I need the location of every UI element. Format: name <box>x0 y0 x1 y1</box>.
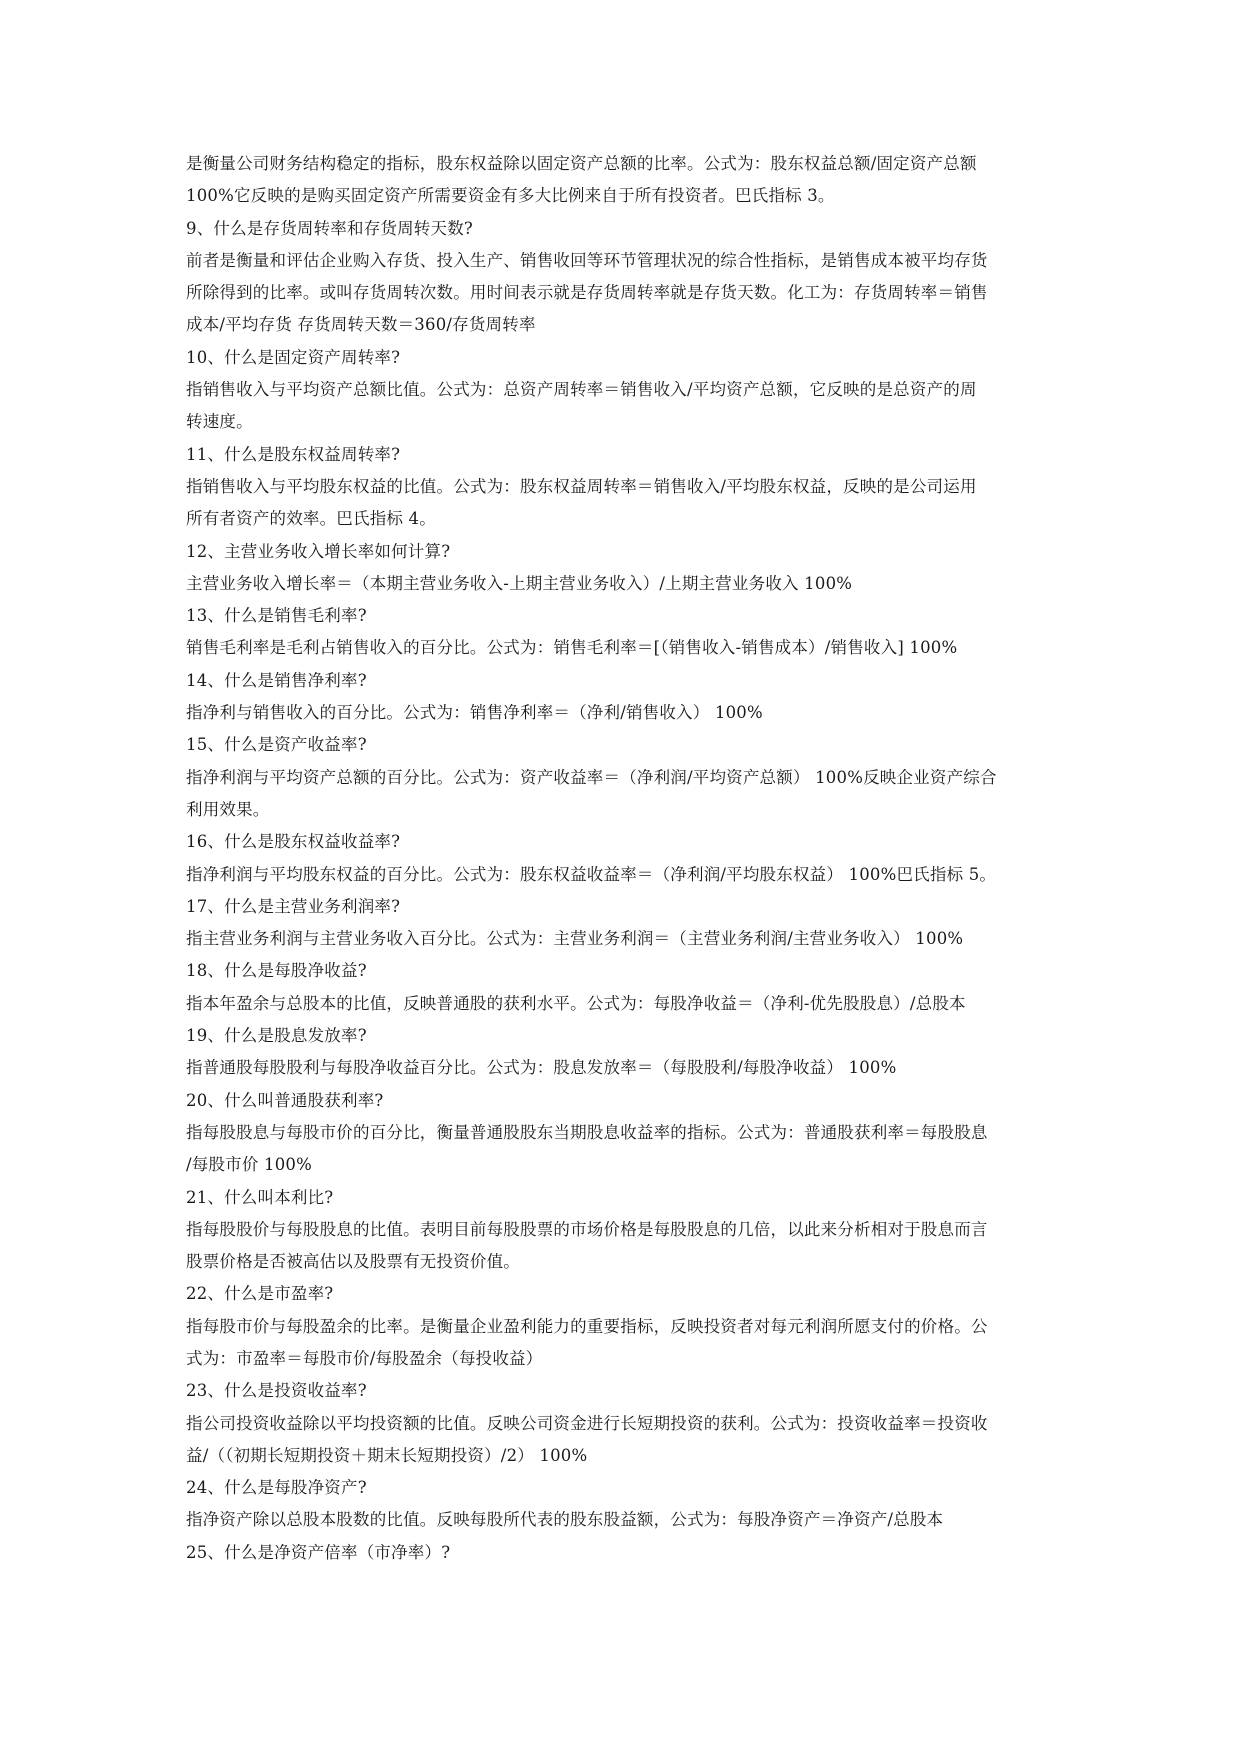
paragraph-line: 指净利与销售收入的百分比。公式为：销售净利率＝（净利/销售收入） 100% <box>186 703 763 723</box>
paragraph-line: 成本/平均存货 存货周转天数＝360/存货周转率 <box>186 315 536 335</box>
paragraph-line: 销售毛利率是毛利占销售收入的百分比。公式为：销售毛利率＝[（销售收入-销售成本）/销售收入] 100% <box>186 638 958 658</box>
paragraph-line: 股票价格是否被高估以及股票有无投资价值。 <box>186 1252 520 1272</box>
paragraph-line: 指净资产除以总股本股数的比值。反映每股所代表的股东股益额，公式为：每股净资产＝净资产/总股本 <box>186 1510 944 1530</box>
question-heading: 23、什么是投资收益率? <box>186 1381 367 1401</box>
paragraph-line: 指普通股每股股利与每股净收益百分比。公式为：股息发放率＝（每股股利/每股净收益） 100% <box>186 1058 897 1078</box>
question-heading: 19、什么是股息发放率? <box>186 1026 367 1046</box>
question-heading: 10、什么是固定资产周转率? <box>186 347 401 367</box>
question-heading: 9、什么是存货周转率和存货周转天数? <box>186 218 473 238</box>
question-heading: 11、什么是股东权益周转率? <box>186 444 401 464</box>
paragraph-line: 指销售收入与平均股东权益的比值。公式为：股东权益周转率＝销售收入/平均股东权益，反映的是公司运用 <box>186 476 977 496</box>
question-heading: 16、什么是股东权益收益率? <box>186 832 401 852</box>
paragraph-line: 利用效果。 <box>186 799 270 819</box>
question-heading: 14、什么是销售净利率? <box>186 670 367 690</box>
paragraph-line: 指公司投资收益除以平均投资额的比值。反映公司资金进行长短期投资的获利。公式为：投资收益率＝投资收 <box>186 1413 988 1433</box>
paragraph-line: 指销售收入与平均资产总额比值。公式为：总资产周转率＝销售收入/平均资产总额，它反映的是总资产的周 <box>186 380 977 400</box>
paragraph-line: 指本年盈余与总股本的比值，反映普通股的获利水平。公式为：每股净收益＝（净利-优先股股息）/总股本 <box>186 993 966 1013</box>
question-heading: 21、什么叫本利比? <box>186 1187 334 1207</box>
paragraph-line: 是衡量公司财务结构稳定的指标，股东权益除以固定资产总额的比率。公式为：股东权益总额/固定资产总额 <box>186 154 977 173</box>
paragraph-line: 所有者资产的效率。巴氏指标 4。 <box>186 509 436 529</box>
question-heading: 24、什么是每股净资产? <box>186 1478 367 1498</box>
question-heading: 20、什么叫普通股获利率? <box>186 1090 384 1110</box>
paragraph-line: 益/（（初期长短期投资＋期末长短期投资）/2） 100% <box>186 1445 588 1465</box>
paragraph-line: 指每股股息与每股市价的百分比，衡量普通股股东当期股息收益率的指标。公式为：普通股获利率＝每股股息 <box>186 1122 988 1142</box>
paragraph-line: 主营业务收入增长率＝（本期主营业务收入-上期主营业务收入）/上期主营业务收入 100% <box>186 573 853 593</box>
question-heading: 15、什么是资产收益率? <box>186 735 367 755</box>
question-heading: 17、什么是主营业务利润率? <box>186 896 401 916</box>
paragraph-line: 转速度。 <box>186 412 253 432</box>
question-heading: 22、什么是市盈率? <box>186 1284 334 1304</box>
paragraph-line: 指主营业务利润与主营业务收入百分比。公式为：主营业务利润＝（主营业务利润/主营业务收入） 100% <box>186 929 964 949</box>
paragraph-line: 指每股市价与每股盈余的比率。是衡量企业盈利能力的重要指标，反映投资者对每元利润所愿支付的价格。公 <box>186 1316 988 1336</box>
question-heading: 13、什么是销售毛利率? <box>186 606 367 626</box>
paragraph-line: 前者是衡量和评估企业购入存货、投入生产、销售收回等环节管理状况的综合性指标，是销售成本被平均存货 <box>186 250 988 270</box>
paragraph-line: 所除得到的比率。或叫存货周转次数。用时间表示就是存货周转率就是存货天数。化工为：存货周转率＝销售 <box>186 283 988 303</box>
paragraph-line: 指净利润与平均股东权益的百分比。公式为：股东权益收益率＝（净利润/平均股东权益） 100%巴氏指标 5。 <box>186 864 997 884</box>
paragraph-line: /每股市价 100% <box>186 1155 312 1175</box>
paragraph-line: 指净利润与平均资产总额的百分比。公式为：资产收益率＝（净利润/平均资产总额） 100%反映企业资产综合 <box>186 767 997 787</box>
paragraph-line: 100%它反映的是购买固定资产所需要资金有多大比例来自于所有投资者。巴氏指标 3。 <box>186 186 835 206</box>
question-heading: 12、主营业务收入增长率如何计算? <box>186 541 451 561</box>
document-body <box>186 148 1086 1569</box>
question-heading: 25、什么是净资产倍率（市净率）? <box>186 1542 451 1562</box>
question-heading: 18、什么是每股净收益? <box>186 961 367 981</box>
paragraph-line: 指每股股价与每股股息的比值。表明目前每股股票的市场价格是每股股息的几倍，以此来分析相对于股息而言 <box>186 1219 988 1239</box>
paragraph-line: 式为：市盈率＝每股市价/每股盈余（每投收益） <box>186 1348 543 1368</box>
